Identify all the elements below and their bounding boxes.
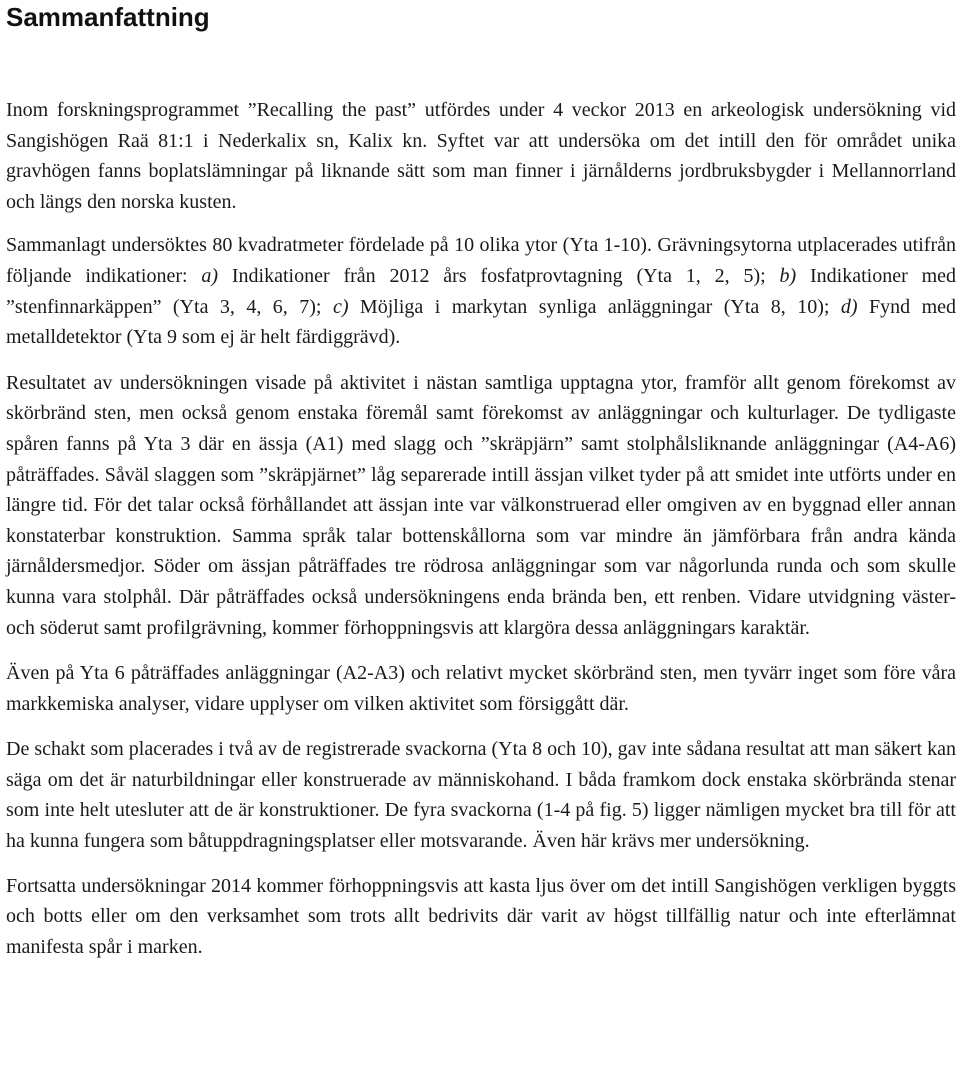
paragraph-future-work: Fortsatta undersökningar 2014 kommer förhoppningsvis att kasta ljus över om det intill Sangishögen verkligen byggts och botts eller om den verksamhet som trots allt bedrivits där varit av högst tillfällig natur och inte efterlämnat manifesta spår i marken. bbox=[6, 874, 956, 958]
paragraph-intro: Inom forskningsprogrammet ”Recalling the past” utfördes under 4 veckor 2013 en arkeologisk undersökning vid Sangishögen Raä 81:1 i Nederkalix sn, Kalix kn. Syftet var att undersöka om det intill den för området unika gravhögen fanns boplatslämningar på liknande sätt som man finner i järnålderns jordbruksbygder i Mellannorrland och längs den norska kusten. bbox=[6, 99, 956, 213]
paragraph-survey-areas bbox=[6, 230, 956, 352]
list-marker-d: d) bbox=[840, 295, 858, 318]
paragraph-survey-areas-text: Fynd med metalldetektor (Yta 9 som ej är helt färdiggrävd). bbox=[6, 295, 957, 349]
list-marker-c: c) bbox=[332, 295, 349, 318]
paragraph-survey-areas-text: Indikationer med ”stenfinnarkäppen” (Yta 3, 4, 6, 7); bbox=[6, 264, 956, 318]
paragraph-hollows: De schakt som placerades i två av de registrerade svackorna (Yta 8 och 10), gav inte sådana resultat att man säkert kan säga om det är naturbildningar eller konstruerade av människohand. I båda framkom dock enstaka skörbrända stenar som inte helt utesluter att de är konstruktioner. De fyra svackorna (1-4 på fig. 5) ligger nämligen mycket bra till för att ha kunna fungera som båtuppdragningsplatser eller motsvarande. Även här krävs mer undersökning. bbox=[6, 738, 956, 853]
paragraph-survey-areas-text: Möjliga i markytan synliga anläggningar (Yta 8, 10); bbox=[348, 295, 841, 318]
page-title: Sammanfattning bbox=[6, 2, 210, 32]
document-page bbox=[6, 0, 956, 962]
list-marker-b: b) bbox=[779, 264, 797, 287]
paragraph-survey-areas-text: Sammanlagt undersöktes 80 kvadratmeter fördelade på 10 olika ytor (Yta 1-10). Grävningsytorna utplacerades utifrån följande indikationer: bbox=[6, 234, 956, 287]
list-marker-a: a) bbox=[201, 264, 219, 287]
paragraph-survey-areas-text: Indikationer från 2012 års fosfatprovtagning (Yta 1, 2, 5); bbox=[218, 264, 780, 287]
paragraph-area-6: Även på Yta 6 påträffades anläggningar (A2-A3) och relativt mycket skörbränd sten, men tyvärr inget som före våra markkemiska analyser, vidare upplyser om vilken aktivitet som försiggått där. bbox=[6, 662, 956, 715]
paragraph-results: Resultatet av undersökningen visade på aktivitet i nästan samtliga upptagna ytor, framför allt genom förekomst av skörbränd sten, men också genom enstaka föremål samt förekomst av anläggningar och kulturlager. De tydligaste spåren fanns på Yta 3 där en ässja (A1) med slagg och ”skräpjärn” samt stolphålsliknande anläggningar (A4-A6) påträffades. Såväl slaggen som ”skräpjärnet” låg separerade intill ässjan vilket tyder på att smidet inte utförts under en längre tid. För det talar också förhållandet att ässjan inte var välkonstruerad eller omgiven av en byggnad eller annan konstaterbar konstruktion. Samma språk talar bottenskållorna som var mindre än jämförbara från andra kända järnåldersmedjor. Söder om ässjan påträffades tre rödrosa anläggningar som var någorlunda runda och som skulle kunna vara stolphål. Där påträffades också undersökningens enda brända ben, ett renben. Vidare utvidgning väster- och söderut samt profilgrävning, kommer förhoppningsvis att klargöra dessa anläggningars karaktär. bbox=[6, 371, 956, 639]
